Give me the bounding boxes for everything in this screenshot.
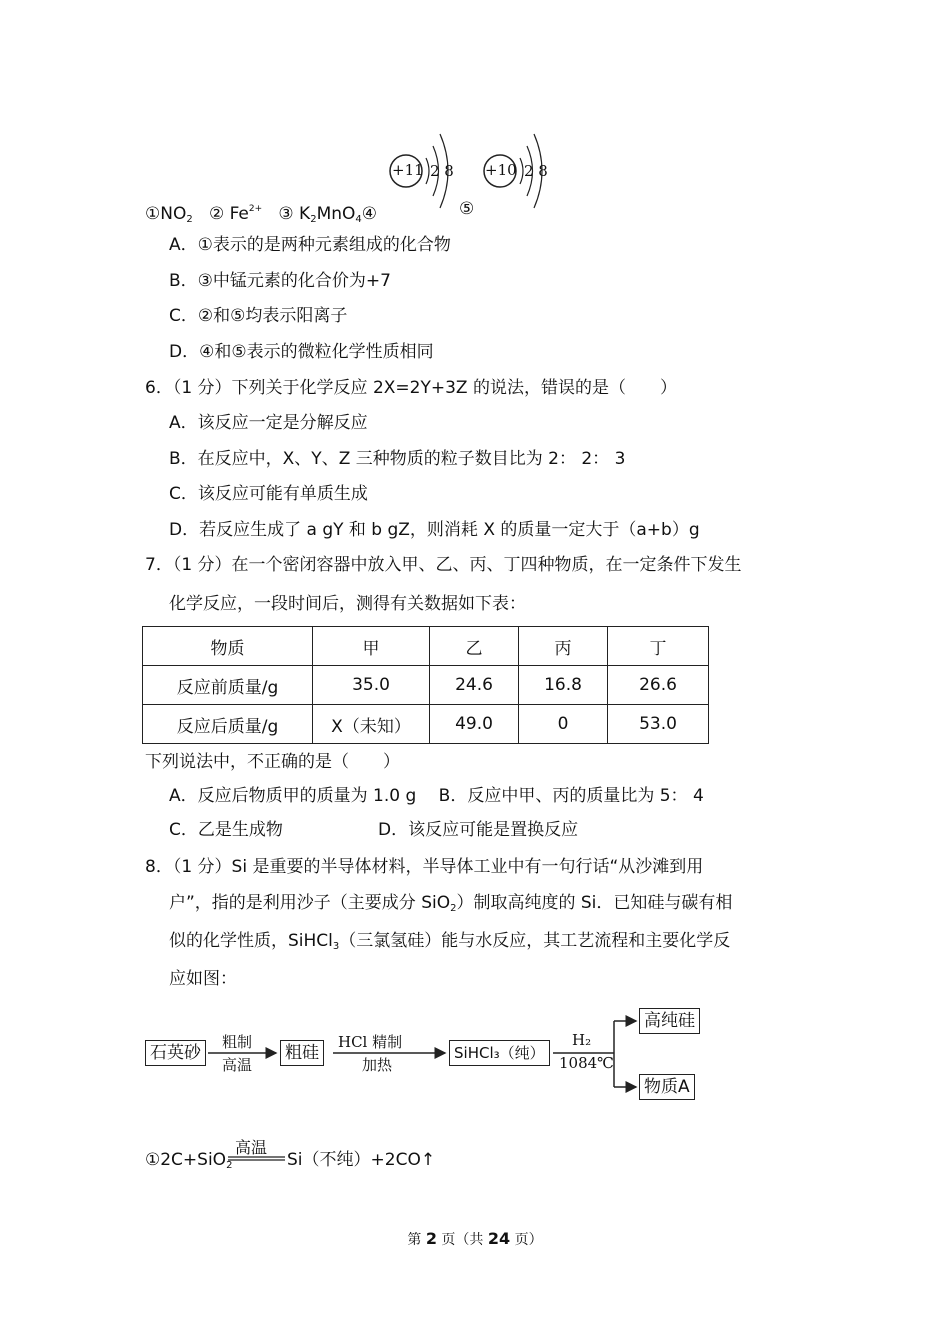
flow-box-quartz-sand: 石英砂 bbox=[145, 1040, 206, 1066]
flow-box-high-purity-silicon: 高纯硅 bbox=[639, 1008, 700, 1034]
q8-line2: 户”，指的是利用沙子（主要成分 SiO$_2$）制取高纯度的 Si．已知硅与碳有相 bbox=[169, 893, 733, 914]
q7-options-ab: A．反应后物质甲的质量为 1.0 g B．反应中甲、丙的质量比为 5： 4 bbox=[169, 786, 704, 806]
table-cell: 26.6 bbox=[608, 666, 709, 705]
q8-line4: 应如图： bbox=[169, 969, 237, 989]
flow-arrow3-top-label: H₂ bbox=[572, 1031, 592, 1049]
q6-option-d: D．若反应生成了 a gY 和 b gZ，则消耗 X 的质量一定大于（a+b）g bbox=[169, 520, 700, 540]
table-cell: 丙 bbox=[519, 627, 608, 666]
flow-arrow1-bottom-label: 高温 bbox=[222, 1056, 253, 1074]
page-number: 2 bbox=[425, 1229, 437, 1248]
table-cell: 49.0 bbox=[430, 705, 519, 744]
flow-arrow3-bottom-label: 1084℃ bbox=[559, 1054, 614, 1072]
equation-lhs: ①2C+SiO$_2$ bbox=[145, 1150, 233, 1171]
q6-option-a: A．该反应一定是分解反应 bbox=[169, 413, 368, 433]
q7-stem-line1: 7．（1 分）在一个密闭容器中放入甲、乙、丙、丁四种物质，在一定条件下发生 bbox=[145, 555, 742, 575]
equation-rhs: Si（不纯）+2CO↑ bbox=[287, 1150, 436, 1170]
table-cell: X（未知） bbox=[313, 705, 430, 744]
q8-line3: 似的化学性质，SiHCl$_3$（三氯氢硅）能与水反应，其工艺流程和主要化学反 bbox=[169, 931, 731, 952]
flow-box-substance-a: 物质A bbox=[639, 1074, 695, 1100]
flow-arrow2-top-label: HCl 精制 bbox=[338, 1033, 403, 1051]
atom1-nucleus-label: +11 bbox=[392, 161, 424, 179]
atom2-nucleus-label: +10 bbox=[485, 161, 517, 179]
q5-option-d: D．④和⑤表示的微粒化学性质相同 bbox=[169, 342, 434, 362]
atom1-shell-label: 2 8 bbox=[430, 162, 454, 180]
q6-stem: 6．（1 分）下列关于化学反应 2X=2Y+3Z 的说法，错误的是（ ） bbox=[145, 378, 677, 398]
q6-option-b: B．在反应中，X、Y、Z 三种物质的粒子数目比为 2： 2： 3 bbox=[169, 449, 626, 469]
q5-option-b: B．③中锰元素的化合价为+7 bbox=[169, 271, 391, 291]
table-cell: 16.8 bbox=[519, 666, 608, 705]
table-cell: 0 bbox=[519, 705, 608, 744]
q7-after-table: 下列说法中，不正确的是（ ） bbox=[145, 752, 400, 772]
page-footer: 第 2 页（共 24 页） bbox=[407, 1229, 543, 1248]
atom2-shell-label: 2 8 bbox=[524, 162, 548, 180]
flow-arrow1-top-label: 粗制 bbox=[222, 1033, 253, 1051]
table-cell: 乙 bbox=[430, 627, 519, 666]
q5-item5: ⑤ bbox=[459, 199, 475, 219]
q7-option-d: D．该反应可能是置换反应 bbox=[378, 820, 579, 840]
table-cell: 35.0 bbox=[313, 666, 430, 705]
table-cell: 物质 bbox=[143, 627, 313, 666]
table-cell: 53.0 bbox=[608, 705, 709, 744]
total-pages: 24 bbox=[487, 1229, 511, 1248]
flow-box-pure-sihcl3: SiHCl₃（纯） bbox=[449, 1040, 550, 1066]
table-cell: 甲 bbox=[313, 627, 430, 666]
q5-option-c: C．②和⑤均表示阳离子 bbox=[169, 306, 348, 326]
table-cell: 反应前质量/g bbox=[143, 666, 313, 705]
q6-option-c: C．该反应可能有单质生成 bbox=[169, 484, 368, 504]
equation-condition: 高温 bbox=[235, 1138, 268, 1157]
q7-option-c: C．乙是生成物 bbox=[169, 820, 283, 840]
q7-stem-line2: 化学反应，一段时间后，测得有关数据如下表： bbox=[169, 594, 526, 614]
table-cell: 反应后质量/g bbox=[143, 705, 313, 744]
flow-arrow2-bottom-label: 加热 bbox=[362, 1056, 393, 1074]
q5-items-line: $①NO_2$ ② $Fe^{2+}$ ③ $K_2MnO_4④$ bbox=[145, 204, 378, 225]
flow-box-crude-silicon: 粗硅 bbox=[280, 1040, 324, 1066]
table-cell: 丁 bbox=[608, 627, 709, 666]
q5-option-a: A．①表示的是两种元素组成的化合物 bbox=[169, 235, 451, 255]
table-cell: 24.6 bbox=[430, 666, 519, 705]
q8-line1: 8．（1 分）Si 是重要的半导体材料，半导体工业中有一句行话“从沙滩到用 bbox=[145, 857, 704, 877]
